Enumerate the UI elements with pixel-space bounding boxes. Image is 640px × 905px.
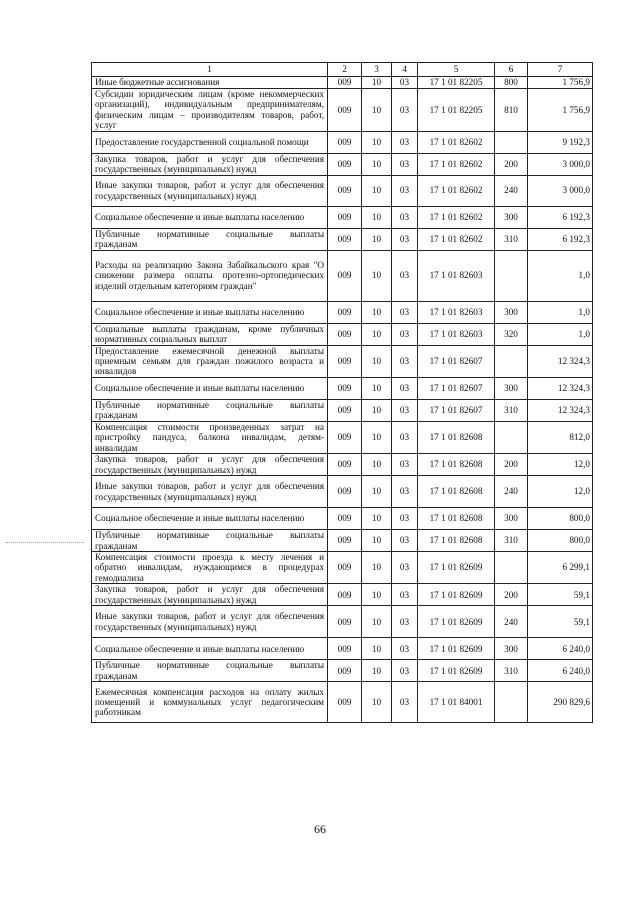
table-row — [92, 399, 593, 421]
row-name-cell: Закупка товаров, работ и услуг для обеспечения государственных (муниципальных) нужд — [92, 153, 328, 175]
row-name-cell: Расходы на реализацию Закона Забайкальского края "О снижении размера оплаты протезно-ортопедических изделий отдельным категориям граждан" — [92, 250, 328, 301]
row-section-code: 10 — [362, 153, 392, 175]
row-section-code: 10 — [362, 323, 392, 345]
row-target-code: 17 1 01 84001 — [418, 682, 495, 723]
row-target-code: 17 1 01 82609 — [418, 638, 495, 660]
row-name-cell: Социальное обеспечение и иные выплаты населению — [92, 206, 328, 228]
row-target-code: 17 1 01 82608 — [418, 454, 495, 476]
row-subsection-code: 03 — [392, 421, 418, 453]
row-expense-type: 810 — [495, 89, 528, 132]
row-amount: 12 324,3 — [528, 345, 593, 377]
row-amount: 812,0 — [528, 421, 593, 453]
row-expense-type: 310 — [495, 660, 528, 682]
table-row — [92, 250, 593, 301]
row-ministry-code: 009 — [328, 454, 362, 476]
row-name-cell: Социальное обеспечение и иные выплаты населению — [92, 508, 328, 530]
row-subsection-code: 03 — [392, 377, 418, 399]
row-target-code: 17 1 01 82607 — [418, 345, 495, 377]
row-target-code: 17 1 01 82205 — [418, 89, 495, 132]
row-subsection-code: 03 — [392, 476, 418, 508]
row-subsection-code: 03 — [392, 89, 418, 132]
row-amount: 12 324,3 — [528, 399, 593, 421]
budget-table — [91, 62, 593, 723]
table-row — [92, 175, 593, 206]
row-target-code: 17 1 01 82205 — [418, 77, 495, 89]
row-name-cell: Компенсация стоимости проезда к месту лечения и обратно инвалидам, нуждающимся в процедурах гемодиализа — [92, 552, 328, 584]
table-row — [92, 476, 593, 508]
row-subsection-code: 03 — [392, 660, 418, 682]
row-section-code: 10 — [362, 682, 392, 723]
row-ministry-code: 009 — [328, 584, 362, 606]
row-target-code: 17 1 01 82607 — [418, 399, 495, 421]
row-name-cell: Социальные выплаты гражданам, кроме публичных нормативных социальных выплат — [92, 323, 328, 345]
row-amount: 6 240,0 — [528, 638, 593, 660]
row-amount: 6 192,3 — [528, 206, 593, 228]
row-ministry-code: 009 — [328, 508, 362, 530]
table-row — [92, 206, 593, 228]
row-section-code: 10 — [362, 89, 392, 132]
table-row — [92, 89, 593, 132]
row-ministry-code: 009 — [328, 377, 362, 399]
row-expense-type: 300 — [495, 301, 528, 323]
row-amount: 59,1 — [528, 584, 593, 606]
row-amount: 1,0 — [528, 323, 593, 345]
row-ministry-code: 009 — [328, 399, 362, 421]
row-subsection-code: 03 — [392, 153, 418, 175]
row-name-cell: Субсидии юридическим лицам (кроме некоммерческих организаций), индивидуальным предпринимателям, физическим лицам – производителям товаров, работ, услуг — [92, 89, 328, 132]
row-expense-type — [495, 682, 528, 723]
row-section-code: 10 — [362, 206, 392, 228]
table-row — [92, 301, 593, 323]
row-section-code: 10 — [362, 131, 392, 153]
row-amount: 12,0 — [528, 476, 593, 508]
row-section-code: 10 — [362, 476, 392, 508]
row-section-code: 10 — [362, 250, 392, 301]
row-target-code: 17 1 01 82609 — [418, 584, 495, 606]
table-row — [92, 153, 593, 175]
header-col-7: 7 — [528, 63, 593, 77]
row-section-code: 10 — [362, 421, 392, 453]
row-ministry-code: 009 — [328, 345, 362, 377]
row-name-cell: Социальное обеспечение и иные выплаты населению — [92, 301, 328, 323]
row-name-cell: Закупка товаров, работ и услуг для обеспечения государственных (муниципальных) нужд — [92, 584, 328, 606]
row-amount: 1,0 — [528, 301, 593, 323]
row-ministry-code: 009 — [328, 323, 362, 345]
header-col-5: 5 — [418, 63, 495, 77]
table-row — [92, 345, 593, 377]
row-amount: 800,0 — [528, 530, 593, 552]
row-subsection-code: 03 — [392, 530, 418, 552]
row-amount: 6 240,0 — [528, 660, 593, 682]
row-name-cell: Предоставление государственной социальной помощи — [92, 131, 328, 153]
row-name-cell: Закупка товаров, работ и услуг для обеспечения государственных (муниципальных) нужд — [92, 454, 328, 476]
row-expense-type: 310 — [495, 530, 528, 552]
row-ministry-code: 009 — [328, 301, 362, 323]
table-row — [92, 584, 593, 606]
row-expense-type: 240 — [495, 175, 528, 206]
row-amount: 9 192,3 — [528, 131, 593, 153]
row-subsection-code: 03 — [392, 345, 418, 377]
table-row — [92, 682, 593, 723]
row-ministry-code: 009 — [328, 606, 362, 638]
row-expense-type: 800 — [495, 77, 528, 89]
row-target-code: 17 1 01 82602 — [418, 228, 495, 250]
row-name-cell: Иные закупки товаров, работ и услуг для обеспечения государственных (муниципальных) нужд — [92, 175, 328, 206]
row-expense-type — [495, 131, 528, 153]
row-amount: 6 192,3 — [528, 228, 593, 250]
row-target-code: 17 1 01 82602 — [418, 175, 495, 206]
row-target-code: 17 1 01 82608 — [418, 530, 495, 552]
table-row — [92, 530, 593, 552]
table-row — [92, 508, 593, 530]
row-expense-type: 240 — [495, 476, 528, 508]
row-subsection-code: 03 — [392, 606, 418, 638]
row-target-code: 17 1 01 82608 — [418, 421, 495, 453]
row-expense-type — [495, 421, 528, 453]
row-expense-type — [495, 552, 528, 584]
row-section-code: 10 — [362, 552, 392, 584]
header-col-1: 1 — [92, 63, 328, 77]
row-amount: 12 324,3 — [528, 377, 593, 399]
row-ministry-code: 009 — [328, 638, 362, 660]
row-name-cell: Публичные нормативные социальные выплаты гражданам — [92, 399, 328, 421]
row-section-code: 10 — [362, 377, 392, 399]
row-section-code: 10 — [362, 606, 392, 638]
row-ministry-code: 009 — [328, 131, 362, 153]
row-expense-type: 310 — [495, 228, 528, 250]
row-subsection-code: 03 — [392, 301, 418, 323]
row-expense-type: 240 — [495, 606, 528, 638]
row-name-cell: Компенсация стоимости произведенных затрат на пристройку пандуса, балкона инвалидам, детям-инвалидам — [92, 421, 328, 453]
table-row — [92, 638, 593, 660]
row-target-code: 17 1 01 82602 — [418, 153, 495, 175]
table-row — [92, 377, 593, 399]
row-target-code: 17 1 01 82602 — [418, 206, 495, 228]
margin-scan-mark — [6, 542, 84, 545]
row-amount: 1 756,9 — [528, 77, 593, 89]
row-subsection-code: 03 — [392, 399, 418, 421]
row-section-code: 10 — [362, 175, 392, 206]
row-expense-type: 300 — [495, 638, 528, 660]
row-target-code: 17 1 01 82609 — [418, 660, 495, 682]
row-amount: 3 000,0 — [528, 153, 593, 175]
table-row — [92, 421, 593, 453]
row-target-code: 17 1 01 82608 — [418, 508, 495, 530]
row-name-cell: Публичные нормативные социальные выплаты гражданам — [92, 660, 328, 682]
row-expense-type: 300 — [495, 508, 528, 530]
row-ministry-code: 009 — [328, 89, 362, 132]
row-section-code: 10 — [362, 638, 392, 660]
row-section-code: 10 — [362, 399, 392, 421]
row-expense-type — [495, 250, 528, 301]
row-amount: 1,0 — [528, 250, 593, 301]
row-name-cell: Предоставление ежемесячной денежной выплаты приемным семьям для граждан пожилого возраста и инвалидов — [92, 345, 328, 377]
row-section-code: 10 — [362, 508, 392, 530]
row-section-code: 10 — [362, 77, 392, 89]
row-section-code: 10 — [362, 345, 392, 377]
row-expense-type — [495, 345, 528, 377]
table-row — [92, 77, 593, 89]
row-section-code: 10 — [362, 530, 392, 552]
row-ministry-code: 009 — [328, 530, 362, 552]
row-ministry-code: 009 — [328, 228, 362, 250]
row-section-code: 10 — [362, 660, 392, 682]
row-section-code: 10 — [362, 584, 392, 606]
row-expense-type: 310 — [495, 399, 528, 421]
row-target-code: 17 1 01 82609 — [418, 552, 495, 584]
row-ministry-code: 009 — [328, 421, 362, 453]
row-subsection-code: 03 — [392, 175, 418, 206]
row-ministry-code: 009 — [328, 660, 362, 682]
row-subsection-code: 03 — [392, 323, 418, 345]
row-subsection-code: 03 — [392, 682, 418, 723]
row-expense-type: 300 — [495, 206, 528, 228]
row-amount: 800,0 — [528, 508, 593, 530]
row-expense-type: 320 — [495, 323, 528, 345]
row-subsection-code: 03 — [392, 250, 418, 301]
row-subsection-code: 03 — [392, 584, 418, 606]
row-subsection-code: 03 — [392, 552, 418, 584]
table-row — [92, 454, 593, 476]
row-target-code: 17 1 01 82609 — [418, 606, 495, 638]
row-name-cell: Публичные нормативные социальные выплаты гражданам — [92, 228, 328, 250]
row-ministry-code: 009 — [328, 206, 362, 228]
row-amount: 3 000,0 — [528, 175, 593, 206]
row-name-cell: Иные закупки товаров, работ и услуг для обеспечения государственных (муниципальных) нужд — [92, 476, 328, 508]
row-expense-type: 300 — [495, 377, 528, 399]
row-subsection-code: 03 — [392, 77, 418, 89]
row-amount: 6 299,1 — [528, 552, 593, 584]
row-section-code: 10 — [362, 228, 392, 250]
row-amount: 59,1 — [528, 606, 593, 638]
header-col-2: 2 — [328, 63, 362, 77]
row-name-cell: Ежемесячная компенсация расходов на оплату жилых помещений и коммунальных услуг педагогическим работникам — [92, 682, 328, 723]
row-expense-type: 200 — [495, 153, 528, 175]
row-target-code: 17 1 01 82603 — [418, 301, 495, 323]
row-expense-type: 200 — [495, 584, 528, 606]
table-row — [92, 228, 593, 250]
row-target-code: 17 1 01 82603 — [418, 323, 495, 345]
table-row — [92, 552, 593, 584]
header-col-3: 3 — [362, 63, 392, 77]
table-row — [92, 606, 593, 638]
table-body — [92, 63, 593, 723]
row-subsection-code: 03 — [392, 131, 418, 153]
row-section-code: 10 — [362, 301, 392, 323]
row-ministry-code: 009 — [328, 682, 362, 723]
row-subsection-code: 03 — [392, 228, 418, 250]
row-subsection-code: 03 — [392, 638, 418, 660]
row-ministry-code: 009 — [328, 153, 362, 175]
row-name-cell: Иные закупки товаров, работ и услуг для обеспечения государственных (муниципальных) нужд — [92, 606, 328, 638]
row-subsection-code: 03 — [392, 508, 418, 530]
row-ministry-code: 009 — [328, 250, 362, 301]
header-col-6: 6 — [495, 63, 528, 77]
table-row — [92, 660, 593, 682]
row-ministry-code: 009 — [328, 552, 362, 584]
row-ministry-code: 009 — [328, 175, 362, 206]
table-row — [92, 131, 593, 153]
row-target-code: 17 1 01 82608 — [418, 476, 495, 508]
row-target-code: 17 1 01 82607 — [418, 377, 495, 399]
row-amount: 1 756,9 — [528, 89, 593, 132]
page-number: 66 — [314, 822, 326, 836]
row-ministry-code: 009 — [328, 476, 362, 508]
row-name-cell: Публичные нормативные социальные выплаты гражданам — [92, 530, 328, 552]
row-target-code: 17 1 01 82602 — [418, 131, 495, 153]
header-col-4: 4 — [392, 63, 418, 77]
row-subsection-code: 03 — [392, 454, 418, 476]
row-name-cell: Социальное обеспечение и иные выплаты населению — [92, 377, 328, 399]
row-name-cell: Иные бюджетные ассигнования — [92, 77, 328, 89]
row-amount: 12,0 — [528, 454, 593, 476]
row-subsection-code: 03 — [392, 206, 418, 228]
table-row — [92, 323, 593, 345]
row-ministry-code: 009 — [328, 77, 362, 89]
row-section-code: 10 — [362, 454, 392, 476]
row-expense-type: 200 — [495, 454, 528, 476]
row-amount: 290 829,6 — [528, 682, 593, 723]
row-target-code: 17 1 01 82603 — [418, 250, 495, 301]
table-header-row — [92, 63, 593, 77]
row-name-cell: Социальное обеспечение и иные выплаты населению — [92, 638, 328, 660]
